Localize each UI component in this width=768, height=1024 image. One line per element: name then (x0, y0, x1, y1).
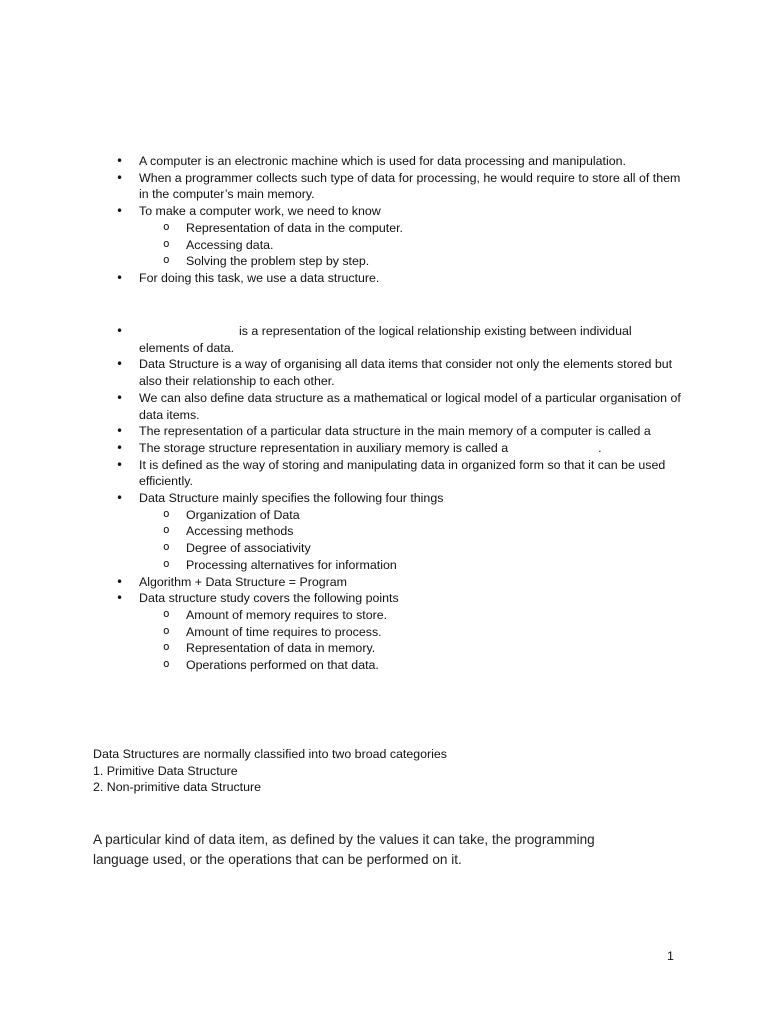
sub-list-item: o Processing alternatives for information (186, 557, 684, 574)
classification-intro: Data Structures are normally classified into two broad categories (93, 747, 447, 761)
sub-list-item: o Degree of associativity (186, 540, 684, 557)
list-item: • We can also define data structure as a mathematical or logical model of a particular organisation of data items. (139, 390, 684, 423)
sub-list-item: o Accessing methods (186, 523, 684, 540)
data-structure-bullet-list (139, 323, 684, 674)
classification-item: 1. Primitive Data Structure (93, 764, 238, 778)
list-item: • It is defined as the way of storing and manipulating data in organized form so that it can be used efficiently. (139, 457, 684, 490)
list-item: • The storage structure representation in auxiliary memory is called a . (139, 440, 684, 457)
list-item: • When a programmer collects such type of data for processing, he would require to store all of them in the computer’s main memory. (139, 170, 684, 203)
sub-list (139, 507, 684, 574)
list-item: • For doing this task, we use a data structure. (139, 270, 684, 287)
data-type-definition: A particular kind of data item, as defined by the values it can take, the programming language used, or the operations that can be performed on it. (93, 832, 595, 867)
sub-list-item: o Representation of data in the computer. (186, 220, 684, 237)
list-item: • Data Structure is a way of organising all data items that consider not only the elements stored but also their relationship to each other. (139, 356, 684, 389)
list-item: • To make a computer work, we need to know o Representation of data in the computer. o Accessing data. o Solving the problem step by step. (139, 203, 684, 270)
sub-list (139, 220, 684, 270)
sub-list (139, 607, 684, 674)
sub-list-item: o Accessing data. (186, 237, 684, 254)
sub-list-item: o Operations performed on that data. (186, 657, 684, 674)
list-item: • A computer is an electronic machine which is used for data processing and manipulation. (139, 153, 684, 170)
intro-bullet-list (139, 153, 684, 287)
sub-list-item: o Solving the problem step by step. (186, 253, 684, 270)
sub-list-item: o Amount of time requires to process. (186, 624, 684, 641)
list-item: • The representation of a particular data structure in the main memory of a computer is called a (139, 423, 684, 440)
list-item: • is a representation of the logical relationship existing between individual elements of data. (139, 323, 684, 356)
classification-item: 2. Non-primitive data Structure (93, 780, 262, 794)
sub-list-item: o Representation of data in memory. (186, 640, 684, 657)
list-item: • Algorithm + Data Structure = Program (139, 574, 684, 591)
sub-list-item: o Amount of memory requires to store. (186, 607, 684, 624)
list-item: • Data Structure mainly specifies the following four things o Organization of Data o Accessing methods o Degree of associativity o Processing alternatives for information (139, 490, 684, 574)
list-item: • Data structure study covers the following points o Amount of memory requires to store. o Amount of time requires to process. o Representation of data in memory. o Operations performed on that data. (139, 590, 684, 674)
page-number: 1 (667, 949, 674, 963)
sub-list-item: o Organization of Data (186, 507, 684, 524)
